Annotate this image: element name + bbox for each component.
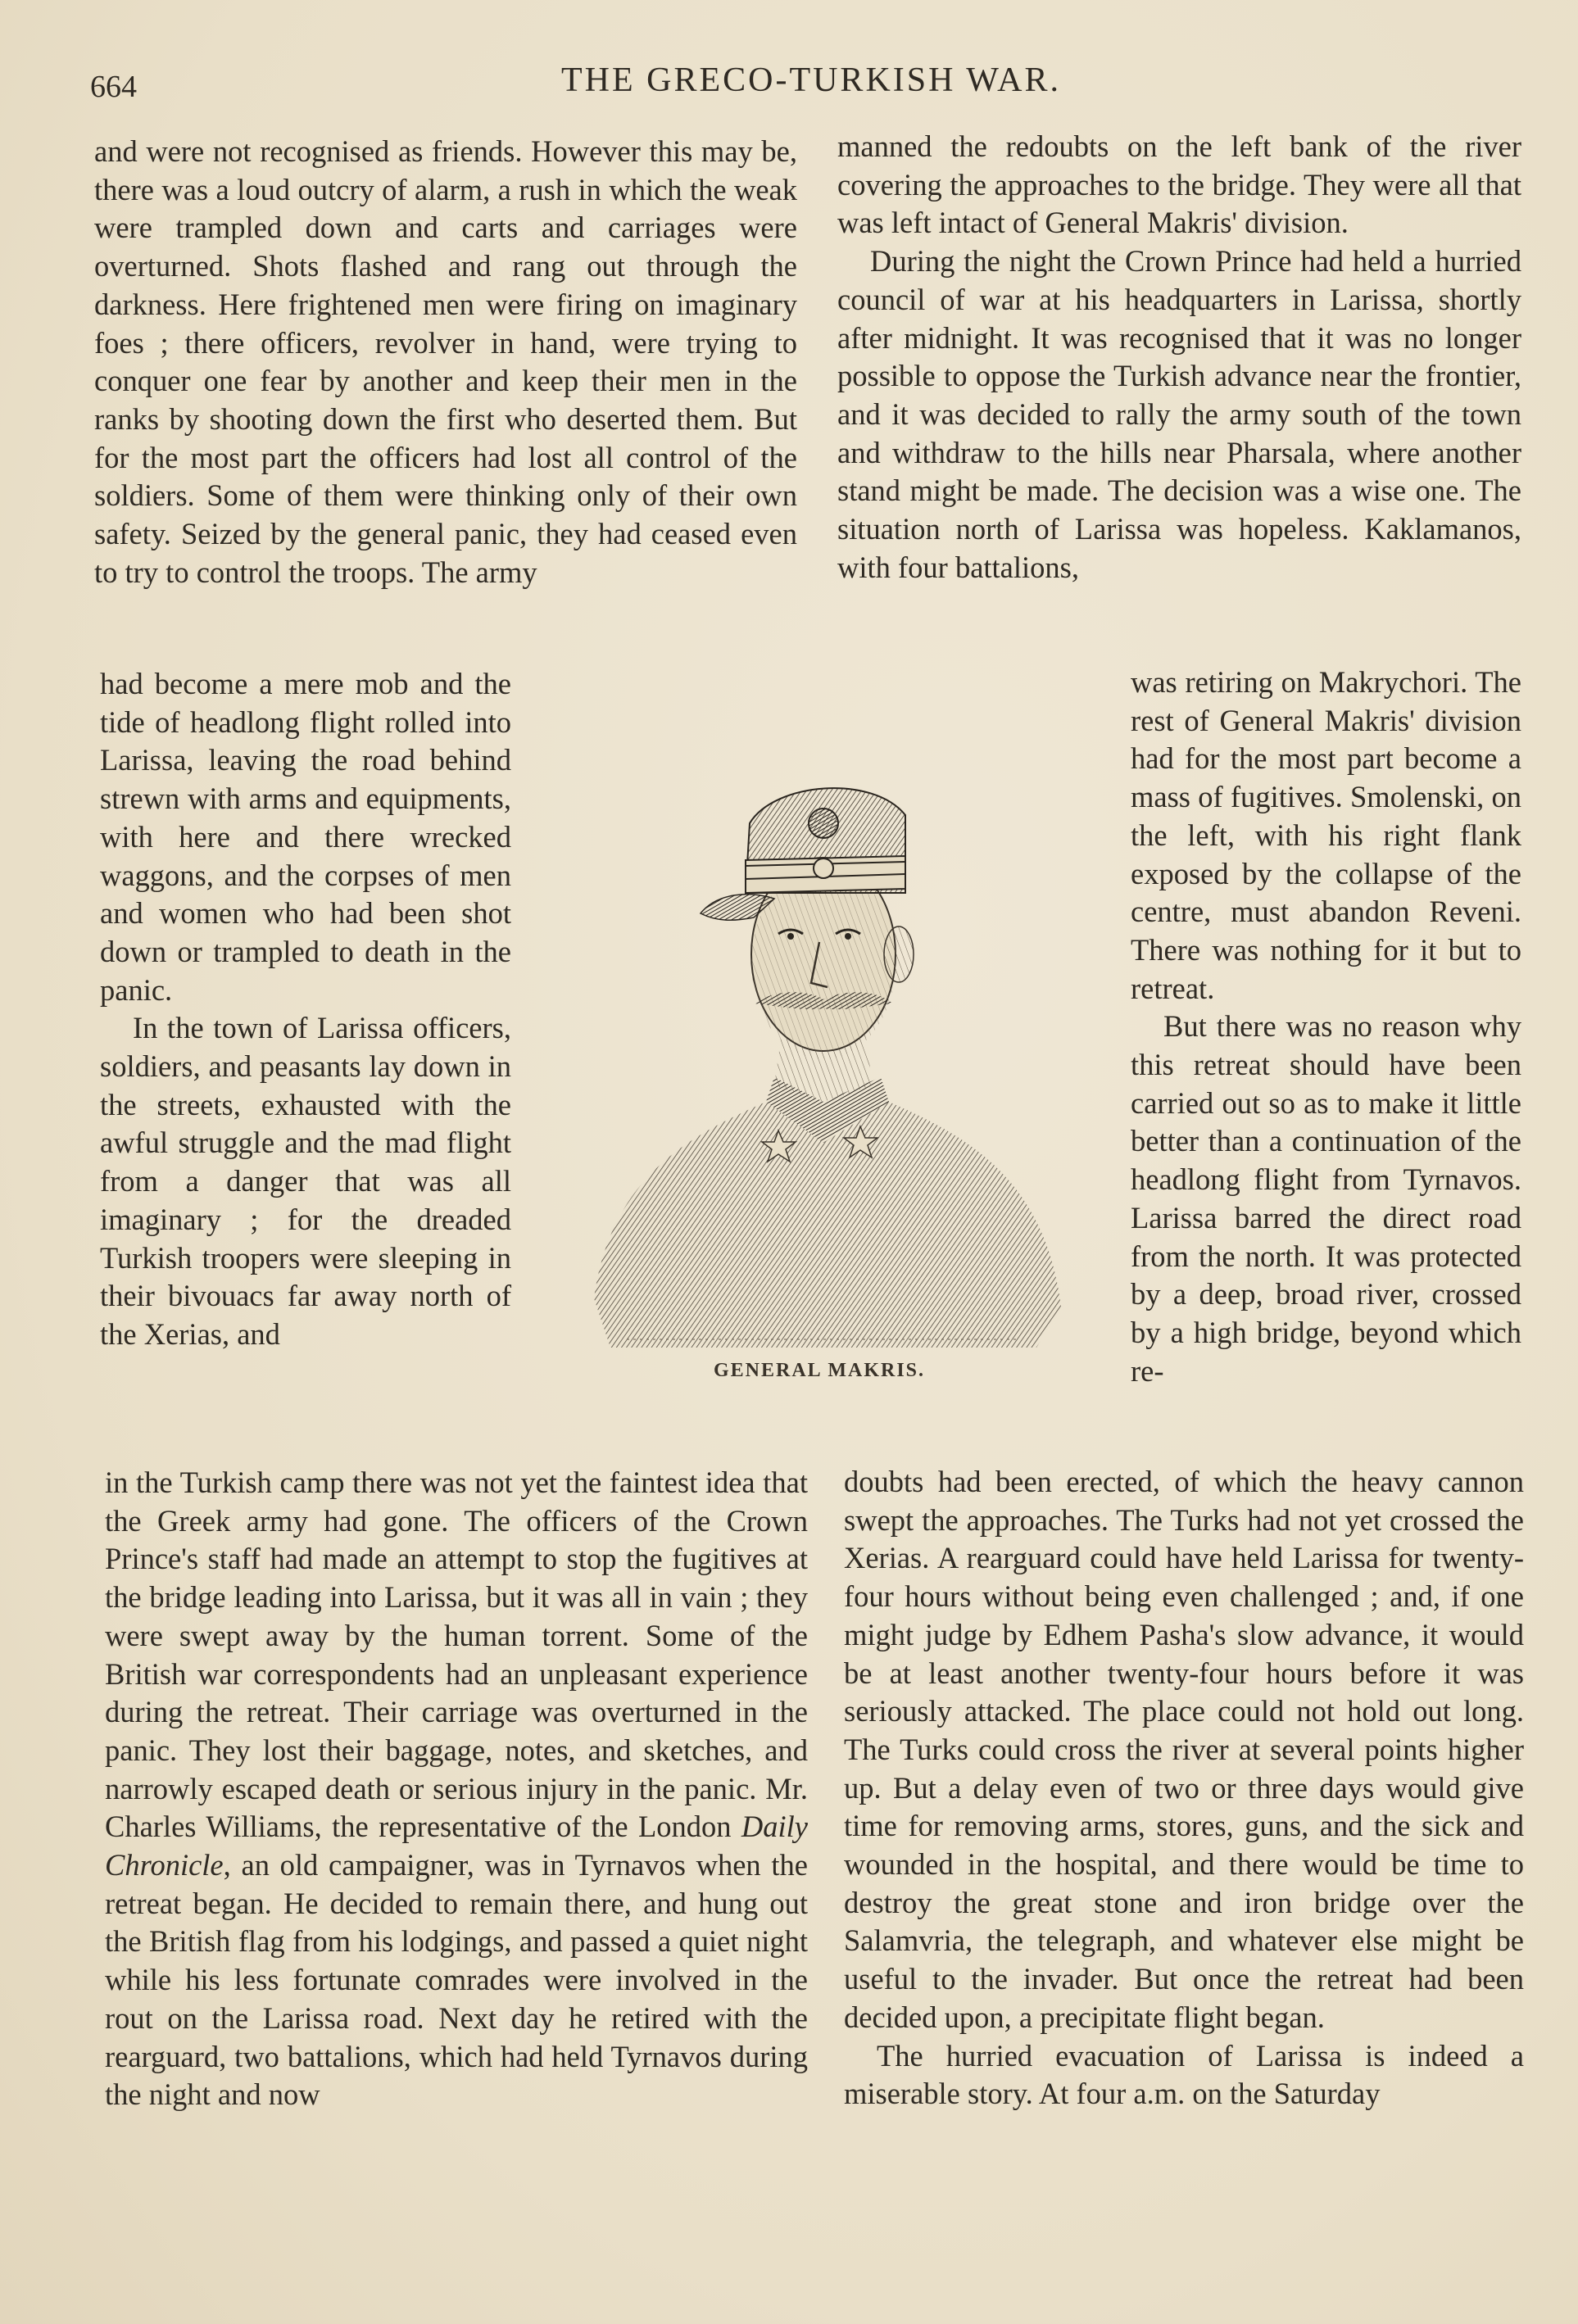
page-header — [90, 61, 1532, 110]
paragraph: The hurried evacuation of Larissa is indeed a miserable story. At four a.m. on the Saturday — [844, 2038, 1524, 2111]
paragraph: manned the redoubts on the left bank of the river covering the approaches to the bridge. They were all that was left intact of General Makris' division. — [837, 129, 1521, 240]
text-run: , an old campaigner, was in Tyrnavos when the retreat began. He decided to remain there, and hung out the British flag from his lodgings, and passed a quiet night while his less fortunate comrades were involved in the rout on the Larissa road. Next day he retired with the rearguard, two battalions, which had held Tyrnavos during the night and now — [105, 1848, 808, 2112]
right-column-top — [837, 128, 1521, 587]
paragraph — [105, 1464, 808, 2114]
paragraph: was retiring on Makrychori. The rest of General Makris' division had for the most part become a mass of fugitives. Smolenski, on the left, with his right flank exposed by the collapse of the centre, must abandon Reveni. There was nothing for it but to retreat. — [1131, 665, 1521, 1005]
paragraph: and were not recognised as friends. However this may be, there was a loud outcry of alarm, a rush in which the weak were trampled down and carts and carriages were overturned. Shots flashed and rang out through the darkness. Here frightened men were firing on imaginary foes ; there officers, revolver in hand, were trying to conquer one fear by another and keep their men in the ranks by shooting down the first who deserted them. But for the most part the officers had lost all control of the soldiers. Some of them were thinking only of their own safety. Seized by the general panic, they had ceased even to try to control the troops. The army — [94, 134, 797, 589]
paragraph: In the town of Larissa officers, soldiers, and peasants lay down in the streets, exhausted with the awful struggle and the mad flight from a danger that was all imaginary ; for the dreaded Turkish troopers were sleeping in their bivouacs far away north of the Xerias, and — [100, 1011, 511, 1351]
running-title: THE GRECO-TURKISH WAR. — [560, 61, 1062, 99]
right-column-bottom — [844, 1463, 1524, 2113]
left-column-bottom — [105, 1464, 808, 2114]
left-column-narrow — [100, 665, 511, 1354]
right-column-narrow — [1131, 664, 1521, 1390]
paragraph: During the night the Crown Prince had held a hurried council of war at his headquarters in Larissa, shortly after midnight. It was recognised that it was no longer possible to oppose the Turkish advance near the frontier, and it was decided to rally the army south of the town and withdraw to the hills near Pharsala, where another stand might be made. The decision was a wise one. The situation north of Larissa was hopeless. Kaklamanos, with four battalions, — [837, 244, 1521, 584]
portrait-engraving — [578, 717, 1065, 1364]
paragraph: had become a mere mob and the tide of headlong flight rolled into Larissa, leaving the road behind strewn with arms and equipments, with here and there wrecked waggons, and the corpses of men and women who had been shot down or trampled to death in the panic. — [100, 667, 511, 1007]
figure-caption: GENERAL MAKRIS. — [713, 1360, 926, 1381]
newspaper-title: Daily Chronicle — [105, 1810, 808, 1882]
text-run: in the Turkish camp there was not yet the faintest idea that the Greek army had gone. The officers of the Crown Prince's staff had made an attempt to stop the fugitives at the bridge leading into Larissa, but it was all in vain ; they were swept away by the human torrent. Some of the British war correspondents had an unpleasant experience during the retreat. Their carriage was overturned in the panic. They lost their baggage, notes, and sketches, and narrowly escaped death or serious injury in the panic. Mr. Charles Williams, the representative of the London — [105, 1466, 808, 1844]
paragraph: doubts had been erected, of which the heavy cannon swept the approaches. The Turks had not yet crossed the Xerias. A rearguard could have held Larissa for twenty-four hours without being even challenged ; and, if one might judge by Edhem Pasha's slow advance, it would be at least another twenty-four hours before it was seriously attacked. The place could not hold out long. The Turks could cross the river at several points higher up. But a delay even of two or three days would give time for removing arms, stores, guns, and the sick and wounded in the hospital, and there would be time to destroy the great stone and iron bridge over the Salamvria, the telegraph, and whatever else might be useful to the invader. But once the retreat had been decided upon, a precipitate flight began. — [844, 1465, 1524, 2034]
paragraph: But there was no reason why this retreat should have been carried out so as to make it little better than a continuation of the headlong flight from Tyrnavos. Larissa barred the direct road from the north. It was protected by a deep, broad river, crossed by a high bridge, beyond which re- — [1131, 1009, 1521, 1388]
left-column-top — [94, 133, 797, 591]
page-number: 664 — [90, 70, 137, 104]
